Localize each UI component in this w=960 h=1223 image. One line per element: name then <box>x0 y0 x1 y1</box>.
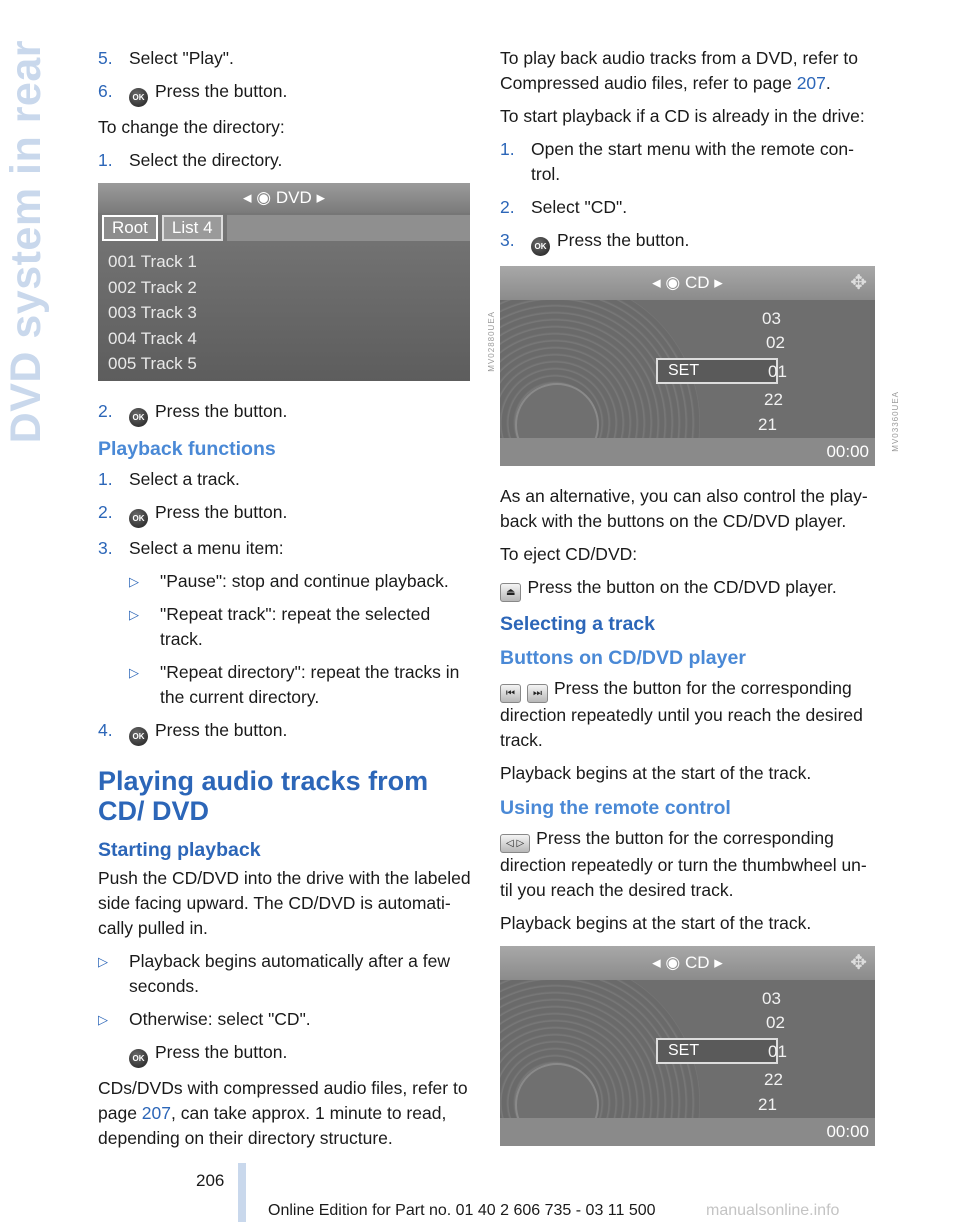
track-item: 004 Track 4 <box>108 328 197 348</box>
change-directory-text: To change the directory: <box>98 117 285 137</box>
menu-bullet: ▷ "Pause": stop and continue playback. <box>129 571 449 591</box>
ok-button-icon: OK <box>129 727 148 746</box>
track-item: 001 Track 1 <box>108 252 197 271</box>
step-6: 6. OK Press the button. <box>98 79 473 107</box>
cd-time: 00:00 <box>500 1118 875 1146</box>
buttons-text: ⏮ ⏭ Press the button for the corresponding direction repeatedly until you reach the desired track. <box>500 678 863 750</box>
page-link[interactable]: 207 <box>796 73 826 93</box>
pb-step-4: 4. OK Press the button. <box>98 718 473 746</box>
start-bullet: ▷ Otherwise: select "CD". <box>98 1009 311 1029</box>
page-link[interactable]: 207 <box>141 1103 171 1123</box>
cd-title-bar: ◂ ◉ CD ▸ ✥ <box>500 946 875 980</box>
cd-step-2: 2. Select "CD". <box>500 197 628 217</box>
cd-screen-image-2: ◂ ◉ CD ▸ ✥ 03 02 SET 01 22 21 00:00 <box>500 946 875 1146</box>
crumb-root: Root <box>102 215 158 241</box>
intro-text: To play back audio tracks from a DVD, refer to Compressed audio files, refer to page 207. <box>500 48 858 93</box>
cd-step-1: 1. Open the start menu with the remote con-trol. <box>500 139 854 184</box>
ok-button-icon: OK <box>129 408 148 427</box>
ok-button-icon: OK <box>129 1049 148 1068</box>
alternative-text: As an alternative, you can also control the play-back with the buttons on the CD/DVD player. <box>500 486 868 531</box>
next-track-icon: ⏭ <box>527 684 548 703</box>
ok-button-icon: OK <box>129 88 148 107</box>
navigation-icon: ✥ <box>850 952 867 974</box>
previous-track-icon: ⏮ <box>500 684 521 703</box>
playback-begins-text: Playback begins at the start of the track. <box>500 913 812 933</box>
track-item: 005 Track 5 <box>108 354 197 373</box>
set-label: SET <box>656 358 778 384</box>
dir-step-2: 2. OK Press the button. <box>98 399 473 427</box>
ok-button-icon: OK <box>129 509 148 528</box>
pb-step-2: 2. OK Press the button. <box>98 500 473 528</box>
track-item: 002 Track 2 <box>108 277 197 297</box>
navigation-icon: ✥ <box>850 272 867 294</box>
selecting-track-heading: Selecting a track <box>500 613 655 635</box>
start-press-text: OK Press the button. <box>129 1040 473 1068</box>
eject-icon: ⏏ <box>500 583 521 602</box>
left-column <box>98 46 496 1159</box>
ok-button-icon: OK <box>531 237 550 256</box>
eject-heading-text: To eject CD/DVD: <box>500 544 638 564</box>
pb-step-1: 1. Select a track. <box>98 469 240 489</box>
menu-bullet: ▷ "Repeat track": repeat the selected track. <box>129 604 431 649</box>
cd-time: 00:00 <box>500 438 875 466</box>
remote-text: ◁ ▷ Press the button for the corresponding direction repeatedly or turn the thumbwheel un-til you reach the desired track. <box>500 828 867 900</box>
track-item: 003 Track 3 <box>108 303 197 322</box>
dir-step-1: 1. Select the directory. <box>98 150 283 170</box>
step-5: 5. Select "Play". <box>98 48 234 68</box>
cd-step-3: 3. OK Press the button. <box>500 228 876 256</box>
cd-title-bar: ◂ ◉ CD ▸ ✥ <box>500 266 875 300</box>
dvd-screen-image <box>98 183 470 381</box>
start-cd-text: To start playback if a CD is already in the drive: <box>500 106 865 126</box>
footer-bar <box>238 1163 246 1222</box>
start-bullet: ▷ Playback begins automatically after a few seconds. <box>98 951 450 996</box>
footer-edition: Online Edition for Part no. 01 40 2 606 735 - 03 11 500 <box>268 1202 656 1219</box>
dvd-image-code: MV02880UEA <box>487 311 496 372</box>
cd-screen-image-1: ◂ ◉ CD ▸ ✥ 03 02 SET 01 22 21 00:00 <box>500 266 875 466</box>
remote-control-heading: Using the remote control <box>500 797 731 819</box>
remote-direction-icon: ◁ ▷ <box>500 834 530 853</box>
menu-bullet: ▷ "Repeat directory": repeat the tracks in the current directory. <box>129 662 460 707</box>
playback-begins-text: Playback begins at the start of the track. <box>500 763 812 783</box>
eject-text: ⏏ Press the button on the CD/DVD player. <box>500 575 876 602</box>
watermark: manualsonline.info <box>706 1202 840 1219</box>
section-heading: Playing audio tracks from CD/ DVD <box>98 766 429 826</box>
playback-functions-heading: Playback functions <box>98 438 276 460</box>
page-number: 206 <box>196 1171 225 1190</box>
pb-step-3: 3. Select a menu item: <box>98 538 284 558</box>
dvd-title-bar: ◂ ◉ DVD ▸ <box>98 183 470 213</box>
compressed-files-text: CDs/DVDs with compressed audio files, refer to page 207, can take approx. 1 minute to read, depending on their directory structure. <box>98 1078 468 1148</box>
buttons-heading: Buttons on CD/DVD player <box>500 647 746 669</box>
dvd-breadcrumb <box>98 213 470 243</box>
crumb-list: List 4 <box>162 215 223 241</box>
side-title: DVD system in rear <box>1 40 50 444</box>
starting-playback-heading: Starting playback <box>98 839 261 861</box>
set-label: SET <box>656 1038 778 1064</box>
push-disc-text: Push the CD/DVD into the drive with the labeled side facing upward. The CD/DVD is automati-cally pulled in. <box>98 868 471 938</box>
cd-image-code: MV03360UEA <box>891 391 900 452</box>
right-column <box>500 46 900 1164</box>
